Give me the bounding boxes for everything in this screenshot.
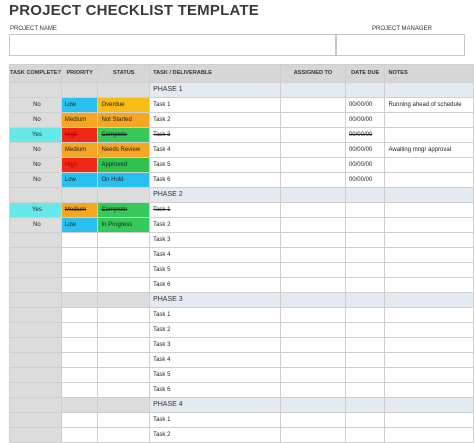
task-cell[interactable]: Task 3	[150, 128, 281, 143]
phase-priority-cell[interactable]	[61, 83, 98, 98]
table-row	[10, 128, 474, 143]
status-cell[interactable]: Not Started	[98, 113, 150, 128]
phase-complete-cell[interactable]	[10, 83, 62, 98]
notes-cell[interactable]	[385, 248, 474, 263]
status-cell[interactable]	[98, 308, 150, 323]
date-due-cell[interactable]	[345, 308, 385, 323]
phase-notes-cell[interactable]	[385, 398, 474, 413]
date-due-cell[interactable]	[345, 263, 385, 278]
priority-cell[interactable]: Medium	[61, 143, 98, 158]
status-cell[interactable]	[98, 368, 150, 383]
date-due-cell[interactable]: 00/00/00	[345, 143, 385, 158]
assigned-to-cell[interactable]	[281, 353, 346, 368]
notes-cell[interactable]	[385, 128, 474, 143]
task-cell[interactable]: Task 4	[150, 248, 281, 263]
notes-cell[interactable]	[385, 308, 474, 323]
notes-cell[interactable]	[385, 428, 474, 443]
task-cell[interactable]: Task 4	[150, 353, 281, 368]
header-row	[10, 65, 474, 83]
task-complete-cell[interactable]	[10, 353, 62, 368]
assigned-to-cell[interactable]	[281, 128, 346, 143]
phase-status-cell[interactable]	[98, 398, 150, 413]
notes-cell[interactable]	[385, 413, 474, 428]
table-row	[10, 323, 474, 338]
task-cell[interactable]: Task 1	[150, 308, 281, 323]
status-cell[interactable]: Complete	[98, 128, 150, 143]
phase-priority-cell[interactable]	[61, 188, 98, 203]
phase-status-cell[interactable]	[98, 188, 150, 203]
notes-cell[interactable]	[385, 113, 474, 128]
assigned-to-cell[interactable]	[281, 338, 346, 353]
notes-cell[interactable]	[385, 383, 474, 398]
notes-cell[interactable]	[385, 368, 474, 383]
date-due-cell[interactable]: 00/00/00	[345, 128, 385, 143]
table-row	[10, 173, 474, 188]
task-complete-cell[interactable]: No	[10, 218, 62, 233]
task-cell[interactable]: Task 6	[150, 173, 281, 188]
table-row	[10, 218, 474, 233]
assigned-to-cell[interactable]	[281, 278, 346, 293]
checklist-table	[9, 64, 474, 443]
assigned-to-cell[interactable]	[281, 98, 346, 113]
task-cell[interactable]: Task 2	[150, 113, 281, 128]
notes-cell[interactable]	[385, 218, 474, 233]
phase-row	[10, 188, 474, 203]
task-cell[interactable]: Task 1	[150, 98, 281, 113]
phase-priority-cell[interactable]	[61, 398, 98, 413]
task-complete-cell[interactable]: No	[10, 113, 62, 128]
status-cell[interactable]	[98, 278, 150, 293]
task-cell[interactable]: Task 3	[150, 338, 281, 353]
table-row	[10, 368, 474, 383]
priority-cell[interactable]	[61, 413, 98, 428]
table-row	[10, 338, 474, 353]
table-row	[10, 98, 474, 113]
task-complete-cell[interactable]	[10, 428, 62, 443]
col-assigned-to: ASSIGNED TO	[281, 65, 346, 83]
date-due-cell[interactable]	[345, 383, 385, 398]
table-row	[10, 203, 474, 218]
col-task-complete: TASK COMPLETE?	[10, 65, 62, 83]
phase-status-cell[interactable]	[98, 293, 150, 308]
task-cell[interactable]: Task 3	[150, 233, 281, 248]
task-cell[interactable]: Task 1	[150, 203, 281, 218]
date-due-cell[interactable]	[345, 338, 385, 353]
status-cell[interactable]: Needs Review	[98, 143, 150, 158]
phase-complete-cell[interactable]	[10, 188, 62, 203]
page-title: PROJECT CHECKLIST TEMPLATE	[9, 2, 259, 19]
assigned-to-cell[interactable]	[281, 308, 346, 323]
task-complete-cell[interactable]: No	[10, 173, 62, 188]
task-complete-cell[interactable]	[10, 413, 62, 428]
notes-cell[interactable]	[385, 323, 474, 338]
col-priority: PRIORITY	[61, 65, 98, 83]
phase-label: PHASE 2	[150, 188, 281, 203]
notes-cell[interactable]: Awaiting mngr approval	[385, 143, 474, 158]
task-complete-cell[interactable]: No	[10, 98, 62, 113]
priority-cell[interactable]	[61, 248, 98, 263]
task-complete-cell[interactable]: No	[10, 143, 62, 158]
phase-label: PHASE 3	[150, 293, 281, 308]
notes-cell[interactable]	[385, 263, 474, 278]
phase-row	[10, 293, 474, 308]
task-cell[interactable]: Task 6	[150, 278, 281, 293]
assigned-to-cell[interactable]	[281, 203, 346, 218]
table-row	[10, 158, 474, 173]
project-name-label: PROJECT NAME	[10, 26, 57, 32]
task-complete-cell[interactable]	[10, 233, 62, 248]
notes-cell[interactable]: Running ahead of schedule	[385, 98, 474, 113]
priority-cell[interactable]: Medium	[61, 113, 98, 128]
task-cell[interactable]: Task 5	[150, 263, 281, 278]
phase-notes-cell[interactable]	[385, 188, 474, 203]
notes-cell[interactable]	[385, 353, 474, 368]
phase-priority-cell[interactable]	[61, 293, 98, 308]
priority-cell[interactable]	[61, 233, 98, 248]
status-cell[interactable]	[98, 233, 150, 248]
table-row	[10, 248, 474, 263]
priority-cell[interactable]	[61, 368, 98, 383]
assigned-to-cell[interactable]	[281, 413, 346, 428]
priority-cell[interactable]	[61, 428, 98, 443]
phase-assigned-cell[interactable]	[281, 83, 346, 98]
task-cell[interactable]: Task 5	[150, 158, 281, 173]
phase-row	[10, 83, 474, 98]
status-cell[interactable]: Overdue	[98, 98, 150, 113]
date-due-cell[interactable]: 00/00/00	[345, 173, 385, 188]
assigned-to-cell[interactable]	[281, 368, 346, 383]
col-status: STATUS	[98, 65, 150, 83]
date-due-cell[interactable]: 00/00/00	[345, 98, 385, 113]
notes-cell[interactable]	[385, 158, 474, 173]
task-complete-cell[interactable]: Yes	[10, 128, 62, 143]
task-complete-cell[interactable]	[10, 338, 62, 353]
assigned-to-cell[interactable]	[281, 233, 346, 248]
col-date-due: DATE DUE	[345, 65, 385, 83]
date-due-cell[interactable]: 00/00/00	[345, 158, 385, 173]
date-due-cell[interactable]	[345, 278, 385, 293]
priority-cell[interactable]: High	[61, 158, 98, 173]
assigned-to-cell[interactable]	[281, 218, 346, 233]
date-due-cell[interactable]	[345, 203, 385, 218]
notes-cell[interactable]	[385, 203, 474, 218]
phase-complete-cell[interactable]	[10, 293, 62, 308]
task-complete-cell[interactable]	[10, 263, 62, 278]
assigned-to-cell[interactable]	[281, 248, 346, 263]
phase-date-cell[interactable]	[345, 293, 385, 308]
assigned-to-cell[interactable]	[281, 323, 346, 338]
task-complete-cell[interactable]: Yes	[10, 203, 62, 218]
table-row	[10, 233, 474, 248]
table-row	[10, 278, 474, 293]
table-row	[10, 263, 474, 278]
phase-assigned-cell[interactable]	[281, 398, 346, 413]
task-cell[interactable]: Task 5	[150, 368, 281, 383]
project-name-field[interactable]	[9, 34, 336, 56]
phase-label: PHASE 1	[150, 83, 281, 98]
status-cell[interactable]	[98, 353, 150, 368]
phase-notes-cell[interactable]	[385, 83, 474, 98]
priority-cell[interactable]	[61, 353, 98, 368]
phase-assigned-cell[interactable]	[281, 188, 346, 203]
phase-assigned-cell[interactable]	[281, 293, 346, 308]
priority-cell[interactable]: High	[61, 128, 98, 143]
table-row	[10, 413, 474, 428]
status-cell[interactable]: Approved	[98, 158, 150, 173]
date-due-cell[interactable]	[345, 323, 385, 338]
project-manager-field[interactable]	[336, 34, 465, 56]
assigned-to-cell[interactable]	[281, 113, 346, 128]
assigned-to-cell[interactable]	[281, 383, 346, 398]
phase-date-cell[interactable]	[345, 83, 385, 98]
date-due-cell[interactable]	[345, 218, 385, 233]
task-cell[interactable]: Task 6	[150, 383, 281, 398]
priority-cell[interactable]	[61, 308, 98, 323]
date-due-cell[interactable]: 00/00/00	[345, 113, 385, 128]
priority-cell[interactable]	[61, 278, 98, 293]
table-row	[10, 428, 474, 443]
date-due-cell[interactable]	[345, 248, 385, 263]
priority-cell[interactable]	[61, 323, 98, 338]
task-complete-cell[interactable]	[10, 323, 62, 338]
date-due-cell[interactable]	[345, 428, 385, 443]
task-cell[interactable]: Task 2	[150, 218, 281, 233]
col-notes: NOTES	[385, 65, 474, 83]
status-cell[interactable]	[98, 383, 150, 398]
notes-cell[interactable]	[385, 278, 474, 293]
phase-date-cell[interactable]	[345, 188, 385, 203]
task-complete-cell[interactable]: No	[10, 158, 62, 173]
assigned-to-cell[interactable]	[281, 158, 346, 173]
status-cell[interactable]	[98, 323, 150, 338]
task-cell[interactable]: Task 2	[150, 428, 281, 443]
assigned-to-cell[interactable]	[281, 173, 346, 188]
date-due-cell[interactable]	[345, 413, 385, 428]
task-cell[interactable]: Task 1	[150, 413, 281, 428]
phase-row	[10, 398, 474, 413]
phase-date-cell[interactable]	[345, 398, 385, 413]
status-cell[interactable]: On Hold	[98, 173, 150, 188]
table-row	[10, 113, 474, 128]
date-due-cell[interactable]	[345, 353, 385, 368]
priority-cell[interactable]: Low	[61, 173, 98, 188]
status-cell[interactable]	[98, 338, 150, 353]
priority-cell[interactable]: Medium	[61, 203, 98, 218]
phase-label: PHASE 4	[150, 398, 281, 413]
task-complete-cell[interactable]	[10, 248, 62, 263]
assigned-to-cell[interactable]	[281, 428, 346, 443]
task-complete-cell[interactable]	[10, 308, 62, 323]
task-complete-cell[interactable]	[10, 278, 62, 293]
task-cell[interactable]: Task 4	[150, 143, 281, 158]
notes-cell[interactable]	[385, 173, 474, 188]
status-cell[interactable]	[98, 263, 150, 278]
project-manager-label: PROJECT MANAGER	[372, 26, 432, 32]
date-due-cell[interactable]	[345, 368, 385, 383]
notes-cell[interactable]	[385, 338, 474, 353]
table-row	[10, 143, 474, 158]
phase-complete-cell[interactable]	[10, 398, 62, 413]
task-cell[interactable]: Task 2	[150, 323, 281, 338]
status-cell[interactable]: Complete	[98, 203, 150, 218]
status-cell[interactable]: In Progress	[98, 218, 150, 233]
phase-status-cell[interactable]	[98, 83, 150, 98]
phase-notes-cell[interactable]	[385, 293, 474, 308]
col-task-deliverable: TASK / DELIVERABLE	[150, 65, 281, 83]
notes-cell[interactable]	[385, 233, 474, 248]
status-cell[interactable]	[98, 413, 150, 428]
priority-cell[interactable]	[61, 383, 98, 398]
priority-cell[interactable]: Low	[61, 98, 98, 113]
priority-cell[interactable]	[61, 263, 98, 278]
task-complete-cell[interactable]	[10, 368, 62, 383]
assigned-to-cell[interactable]	[281, 143, 346, 158]
date-due-cell[interactable]	[345, 233, 385, 248]
assigned-to-cell[interactable]	[281, 263, 346, 278]
table-row	[10, 308, 474, 323]
status-cell[interactable]	[98, 248, 150, 263]
table-row	[10, 353, 474, 368]
task-complete-cell[interactable]	[10, 383, 62, 398]
status-cell[interactable]	[98, 428, 150, 443]
table-row	[10, 383, 474, 398]
priority-cell[interactable]: Low	[61, 218, 98, 233]
priority-cell[interactable]	[61, 338, 98, 353]
